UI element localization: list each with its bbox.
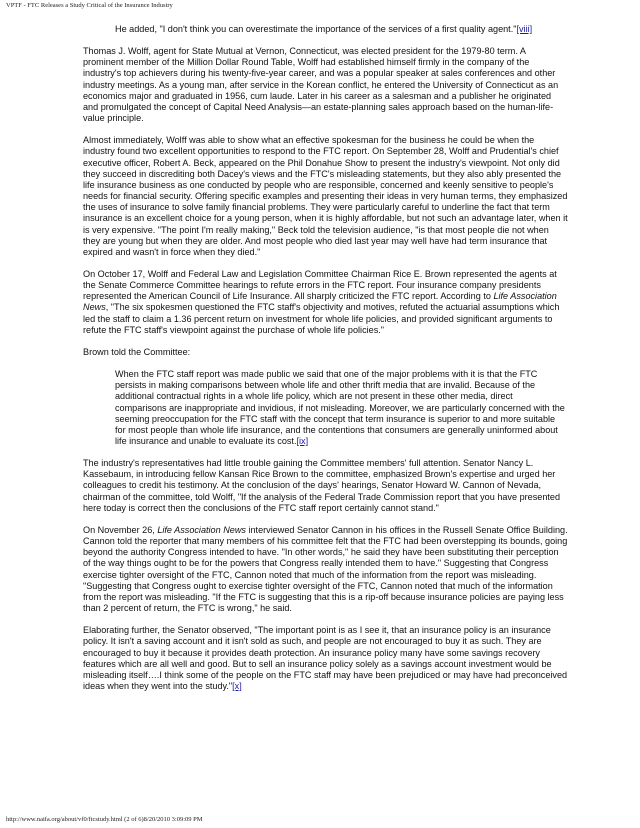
publication-title: Life Association News bbox=[157, 524, 246, 535]
paragraph bbox=[115, 24, 566, 35]
paragraph-text: On October 17, Wolff and Federal Law and Legislation Committee Chairman Rice E. Brown represented the agents at the Senate Commerce Committee hearings to refute errors in the FTC report. Four insurance company presidents represented the American Council of Life Insurance. All sharply criticized the FTC report. According to bbox=[83, 268, 557, 302]
publication-title: Life Association News bbox=[83, 291, 557, 313]
article-body bbox=[83, 24, 568, 703]
paragraph-text: On November 26, bbox=[83, 524, 158, 535]
paragraph bbox=[83, 625, 568, 692]
paragraph bbox=[83, 269, 568, 336]
paragraph-text: He added, "I don't think you can overestimate the importance of the services of a first quality agent." bbox=[115, 24, 517, 34]
page-header: VPTF - FTC Releases a Study Critical of the Insurance Industry bbox=[6, 2, 173, 9]
block-quote bbox=[115, 369, 566, 447]
page-footer: http://www.naifa.org/about/vf0/ftcstudy.html (2 of 6)8/20/2010 3:09:09 PM bbox=[6, 816, 203, 823]
footnote-link[interactable]: [ix] bbox=[296, 436, 309, 446]
paragraph: Almost immediately, Wolff was able to show what an effective spokesman for the business he could be when the industry found two excellent opportunities to respond to the FTC report. On September 28, Wolff and Prudential's chief executive officer, Robert A. Beck, appeared on the Phil Donahue Show to present the industry's viewpoint. Not only did they succeed in discrediting both Dacey's views and the FTC's misleading statements, but they also ably presented the life insurance business as one conducted by people who are responsible, concerned and keenly sensitive to people's needs for financial security. Offering specific examples and presenting their ideas in very human terms, they emphasized the uses of insurance to solve family financial problems. They were particularly careful to underline the fact that term insurance is an excellent choice for a young person, when it is highly affordable, but not such an advantage later, when it is very expensive. "The point I'm really making," Beck told the television audience, "is that most people die not when they are young but when they are older. And most people who died last year may well have had term insurance that expired and wasn't in force when they died." bbox=[83, 135, 568, 257]
paragraph-text: , "The six spokesmen questioned the FTC staff's objectivity and motives, refuted the actuarial assumptions which led the staff to claim a 1.36 percent return on investment for whole life policies, and provided significant arguments to refute the FTC staff's viewpoint against the purchase of whole life policies." bbox=[83, 302, 560, 335]
paragraph: Brown told the Committee: bbox=[83, 346, 191, 357]
paragraph: Thomas J. Wolff, agent for State Mutual at Vernon, Connecticut, was elected president for the 1979-80 term. A prominent member of the Million Dollar Round Table, Wolff had established himself firmly in the company of the industry's top achievers during his twenty-five-year career, and was a popular speaker at sales conferences and other industry meetings. As a young man, after service in the Korean conflict, he entered the University of Connecticut as an economics major and graduated in 1956, cum laude. Later in his career as a salesman and a publisher he originated and promulgated the concept of Capital Need Analysis—an estate-planning sales approach based on the human-life-value principle. bbox=[83, 46, 559, 124]
footnote-link[interactable]: [viii] bbox=[516, 24, 533, 34]
paragraph-text: Elaborating further, the Senator observed, "The important point is as I see it, that an insurance policy is an insurance policy. It isn't a saving account and it isn't sold as such, and people are not encouraged to buy it as such. They are encouraged to buy it because it provides death protection. An insurance policy many have some savings recovery features which are all well and good. But to sell an insurance policy solely as a savings account investment would be misleading itself….I think some of the people on the FTC staff may have been prejudiced or may have had preconceived ideas when they went into the study." bbox=[83, 625, 568, 691]
quote-text: When the FTC staff report was made public we said that one of the major problems with it is that the FTC persists in making comparisons between whole life and other thrift media that are invalid. Because of the additional contractual rights in a whole life policy, which are not present in these other media, direct comparisons are inappropriate and invidious, if not misleading. Moreover, we are particularly concerned with the seeming preoccupation for the FTC staff with the concept that term insurance is superior to and more suitable for most people than whole life insurance, and the contentions that consumers are generally uninformed about life insurance and unable to evaluate its cost. bbox=[115, 369, 565, 446]
footnote-link[interactable]: [x] bbox=[232, 680, 242, 691]
paragraph: The industry's representatives had little trouble gaining the Committee members' full attention. Senator Nancy L. Kassebaum, in introducing fellow Kansan Rice Brown to the committee, emphasized Brown's expertise and urged her colleagues to credit his testimony. At the conclusion of the days' hearings, Senator Howard W. Cannon of Nevada, chairman of the committee, told Wolff, "If the analysis of the Federal Trade Commission report that you have presented here today is correct then the conclusions of the FTC staff report certainly cannot stand." bbox=[83, 458, 561, 513]
paragraph-text: interviewed Senator Cannon in his offices in the Russell Senate Office Building. Cannon told the reporter that many members of his committee felt that the FTC had been overstepping its bounds, going beyond the authority Congress intended to have. "In other words," he said they have been substituting their perception of the way things ought to be for the powers that Congress really intended them to have." Suggesting that Congress exercise tighter oversight of the FTC, Cannon noted that much of the information from the report was misleading. "Suggesting that Congress ought to exercise tighter oversight of the FTC, Cannon noted that much of the information from the report was misleading. "If the FTC is suggesting that this is a rip-off because insurance policies are paying less than 2 percent of return, the FTC is wrong," he said. bbox=[83, 524, 568, 614]
paragraph bbox=[83, 525, 568, 614]
